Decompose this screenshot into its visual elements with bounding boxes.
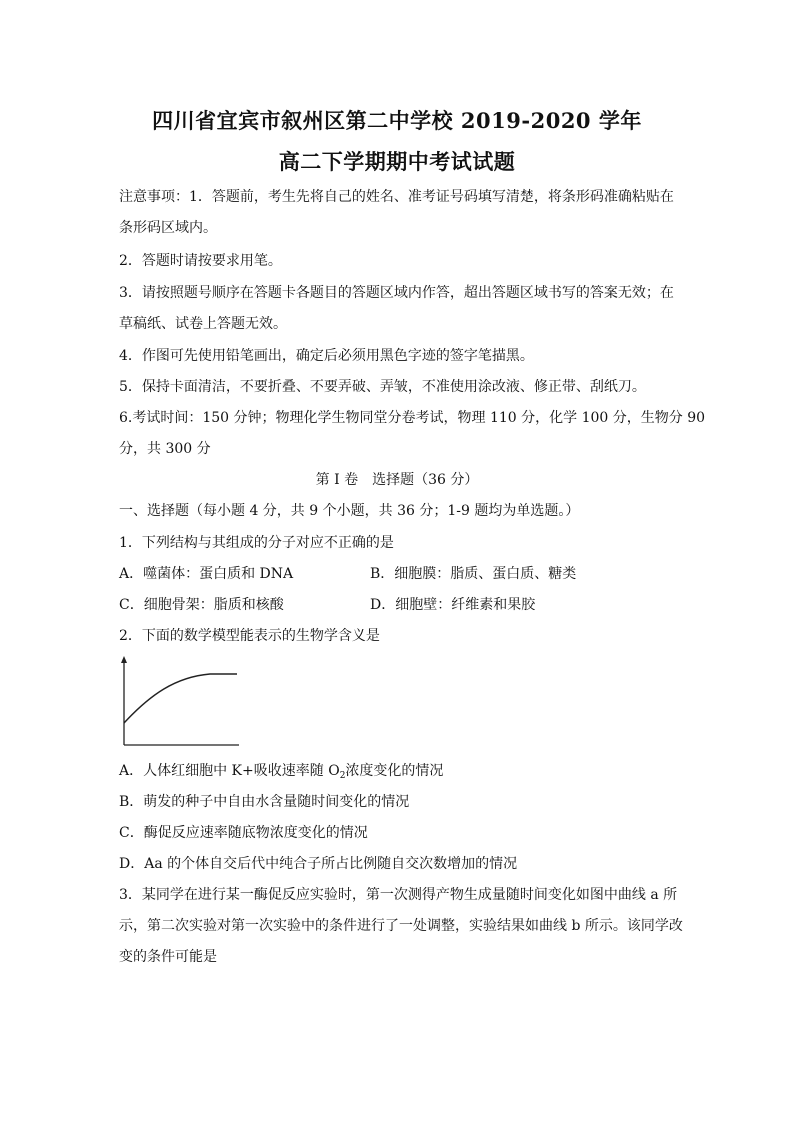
q1-option-a: A．噬菌体：蛋白质和 DNA [119, 566, 294, 582]
graph-curve [124, 674, 237, 723]
notes-line-6: 6.考试时间：150 分钟；物理化学生物同堂分卷考试，物理 110 分，化学 100 分，生物分 90 [119, 410, 706, 426]
q1-stem: 1．下列结构与其组成的分子对应不正确的是 [119, 535, 394, 551]
q2-stem: 2．下面的数学模型能表示的生物学含义是 [119, 628, 380, 644]
q2-option-b: B．萌发的种子中自由水含量随时间变化的情况 [119, 794, 410, 810]
q2-option-a-subscript: 2 [339, 771, 346, 781]
graph-y-arrow [121, 656, 127, 663]
notes-line-3b: 草稿纸、试卷上答题无效。 [119, 316, 287, 332]
q2-option-a [119, 760, 443, 781]
notes-line-1: 注意事项：1．答题前，考生先将自己的姓名、准考证号码填写清楚，将条形码准确粘贴在 [119, 189, 674, 205]
notes-line-6b: 分，共 300 分 [119, 441, 211, 457]
q2-option-a-text: A．人体红细胞中 K+吸收速率随 O [119, 763, 340, 779]
notes-line-5: 5．保持卡面清洁，不要折叠、不要弄破、弄皱，不准使用涂改液、修正带、刮纸刀。 [119, 379, 646, 395]
q2-option-d: D．Aa 的个体自交后代中纯合子所占比例随自交次数增加的情况 [119, 856, 518, 872]
q1-option-b: B．细胞膜：脂质、蛋白质、糖类 [370, 566, 577, 582]
q1-option-c: C．细胞骨架：脂质和核酸 [119, 597, 284, 613]
title-line-1: 四川省宜宾市叙州区第二中学校 2019-2020 学年 [152, 108, 642, 133]
section-intro: 一、选择题（每小题 4 分，共 9 个小题，共 36 分；1-9 题均为单选题。） [119, 503, 580, 519]
q3-stem-line-1: 3．某同学在进行某一酶促反应实验时，第一次测得产物生成量随时间变化如图中曲线 a 所 [119, 887, 678, 903]
title-line-2: 高二下学期期中考试试题 [278, 149, 516, 174]
notes-line-2: 2．答题时请按要求用笔。 [119, 253, 282, 269]
q2-graph [115, 655, 240, 750]
q2-option-c: C．酶促反应速率随底物浓度变化的情况 [119, 825, 368, 841]
notes-line-3: 3．请按照题号顺序在答题卡各题目的答题区域内作答，超出答题区域书写的答案无效；在 [119, 285, 674, 301]
notes-line-1b: 条形码区域内。 [119, 220, 217, 236]
q2-option-a-text-end: 浓度变化的情况 [345, 763, 444, 779]
notes-line-4: 4．作图可先使用铅笔画出，确定后必须用黑色字迹的签字笔描黑。 [119, 348, 534, 364]
q1-option-d: D．细胞壁：纤维素和果胶 [370, 597, 536, 613]
q3-stem-line-3: 变的条件可能是 [119, 949, 217, 965]
q3-stem-line-2: 示，第二次实验对第一次实验中的条件进行了一处调整，实验结果如曲线 b 所示。该同学改 [119, 918, 683, 934]
section-title: 第 I 卷 选择题（36 分） [315, 472, 479, 488]
